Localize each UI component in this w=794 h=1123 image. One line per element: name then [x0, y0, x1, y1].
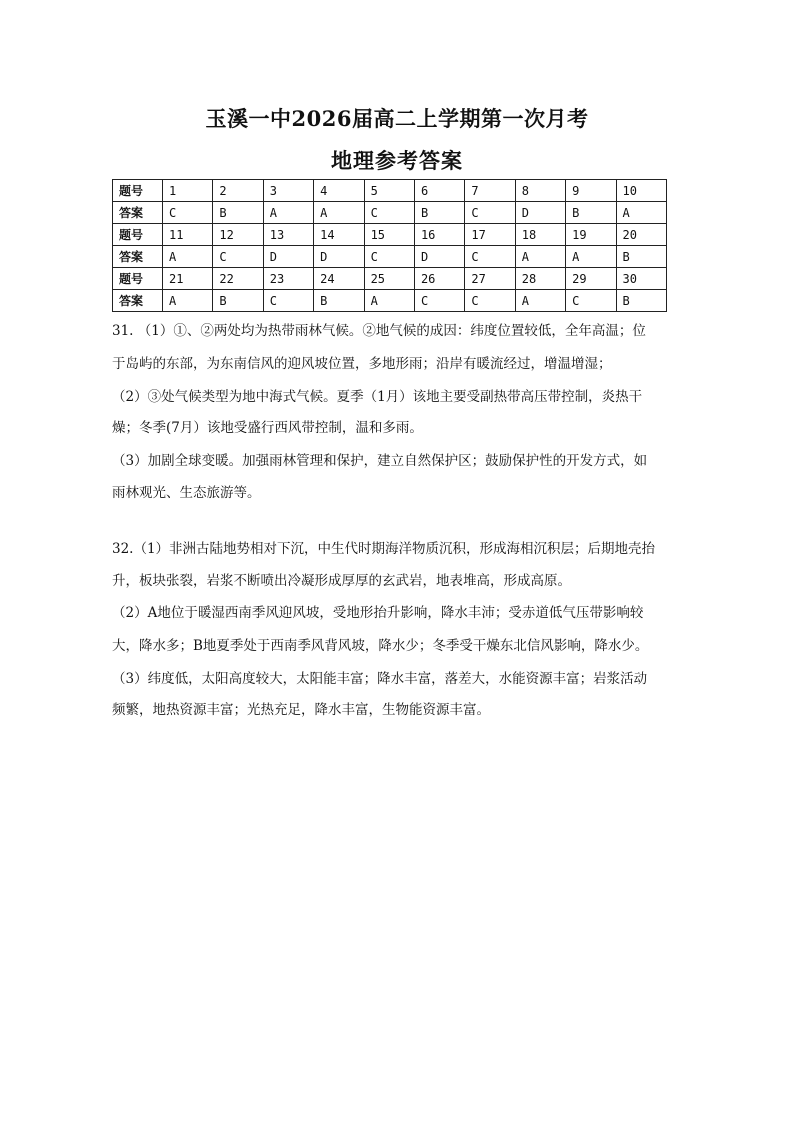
table-row — [113, 224, 667, 246]
table-cell: C — [465, 246, 515, 268]
table-cell: 12 — [213, 224, 263, 246]
table-cell: 8 — [515, 180, 565, 202]
table-cell: C — [163, 202, 213, 224]
question-32-answer — [112, 543, 678, 743]
table-cell: 10 — [616, 180, 666, 202]
table-cell: A — [163, 290, 213, 312]
table-cell: 13 — [263, 224, 313, 246]
table-cell: B — [566, 202, 616, 224]
table-cell: B — [616, 290, 666, 312]
table-cell: C — [465, 290, 515, 312]
table-cell: B — [616, 246, 666, 268]
table-cell: D — [414, 246, 464, 268]
table-cell: 3 — [263, 180, 313, 202]
table-cell: A — [364, 290, 414, 312]
table-cell: 4 — [314, 180, 364, 202]
q32-line: 32.（1）非洲古陆地势相对下沉，中生代时期海洋物质沉积，形成海相沉积层；后期地壳抬 — [112, 541, 656, 557]
q32-line: 频繁，地热资源丰富；光热充足，降水丰富，生物能资源丰富。 — [112, 702, 490, 718]
table-cell: B — [213, 202, 263, 224]
table-cell: 19 — [566, 224, 616, 246]
table-cell: 9 — [566, 180, 616, 202]
table-cell: A — [616, 202, 666, 224]
table-cell: 23 — [263, 268, 313, 290]
table-cell: 11 — [163, 224, 213, 246]
table-cell: 30 — [616, 268, 666, 290]
answer-key-subtitle: 地理参考答案 — [331, 148, 463, 173]
table-cell: 6 — [414, 180, 464, 202]
table-cell: 18 — [515, 224, 565, 246]
table-cell: B — [414, 202, 464, 224]
table-cell: A — [515, 290, 565, 312]
table-cell: 20 — [616, 224, 666, 246]
q31-line: 雨林观光、生态旅游等。 — [112, 485, 261, 501]
table-cell: 5 — [364, 180, 414, 202]
table-cell: 22 — [213, 268, 263, 290]
row-label: 题号 — [113, 268, 163, 290]
table-cell: D — [263, 246, 313, 268]
q31-line: （2）③处气候类型为地中海式气候。夏季（1月）该地主要受副热带高压带控制，炎热干 — [112, 389, 643, 405]
table-row — [113, 290, 667, 312]
table-cell: 29 — [566, 268, 616, 290]
q32-line: 大，降水多；B地夏季处于西南季风背风坡，降水少；冬季受干燥东北信风影响，降水少。 — [112, 638, 649, 654]
row-label: 答案 — [113, 290, 163, 312]
row-label: 答案 — [113, 246, 163, 268]
table-cell: A — [566, 246, 616, 268]
table-cell: 21 — [163, 268, 213, 290]
table-cell: C — [213, 246, 263, 268]
table-cell: B — [314, 290, 364, 312]
table-cell: A — [163, 246, 213, 268]
table-cell: 1 — [163, 180, 213, 202]
table-row — [113, 246, 667, 268]
exam-title: 玉溪一中2026届高二上学期第一次月考 — [205, 106, 589, 131]
q31-line: 燥；冬季(7月）该地受盛行西风带控制，温和多雨。 — [112, 420, 423, 436]
table-cell: C — [414, 290, 464, 312]
table-cell: B — [213, 290, 263, 312]
table-cell: A — [515, 246, 565, 268]
table-cell: 27 — [465, 268, 515, 290]
q32-line: （3）纬度低，太阳高度较大，太阳能丰富；降水丰富，落差大，水能资源丰富；岩浆活动 — [112, 671, 648, 687]
table-row — [113, 202, 667, 224]
table-cell: C — [364, 202, 414, 224]
table-cell: A — [314, 202, 364, 224]
table-cell: D — [314, 246, 364, 268]
table-cell: 15 — [364, 224, 414, 246]
table-cell: C — [465, 202, 515, 224]
row-label: 题号 — [113, 224, 163, 246]
table-cell: C — [364, 246, 414, 268]
q31-line: 于岛屿的东部，为东南信风的迎风坡位置，多地形雨；沿岸有暖流经过，增温增湿； — [112, 356, 612, 372]
q31-line: 31. （1）①、②两处均为热带雨林气候。②地气候的成因：纬度位置较低，全年高温；位 — [112, 323, 646, 339]
question-31-answer — [112, 325, 678, 525]
q32-line: （2）A地位于暖湿西南季风迎风坡，受地形抬升影响，降水丰沛；受赤道低气压带影响较 — [112, 605, 644, 621]
table-cell: 28 — [515, 268, 565, 290]
table-cell: 25 — [364, 268, 414, 290]
table-cell: 14 — [314, 224, 364, 246]
row-label: 题号 — [113, 180, 163, 202]
q32-line: 升，板块张裂，岩浆不断喷出冷凝形成厚厚的玄武岩，地表堆高，形成高原。 — [112, 573, 571, 589]
table-cell: 24 — [314, 268, 364, 290]
table-cell: 7 — [465, 180, 515, 202]
table-cell: 2 — [213, 180, 263, 202]
table-cell: 17 — [465, 224, 515, 246]
table-row — [113, 180, 667, 202]
table-cell: 26 — [414, 268, 464, 290]
table-row — [113, 268, 667, 290]
table-cell: A — [263, 202, 313, 224]
row-label: 答案 — [113, 202, 163, 224]
table-cell: C — [566, 290, 616, 312]
answer-table — [112, 179, 667, 312]
table-cell: 16 — [414, 224, 464, 246]
q31-line: （3）加剧全球变暖。加强雨林管理和保护，建立自然保护区；鼓励保护性的开发方式，如 — [112, 453, 648, 469]
table-cell: C — [263, 290, 313, 312]
table-cell: D — [515, 202, 565, 224]
